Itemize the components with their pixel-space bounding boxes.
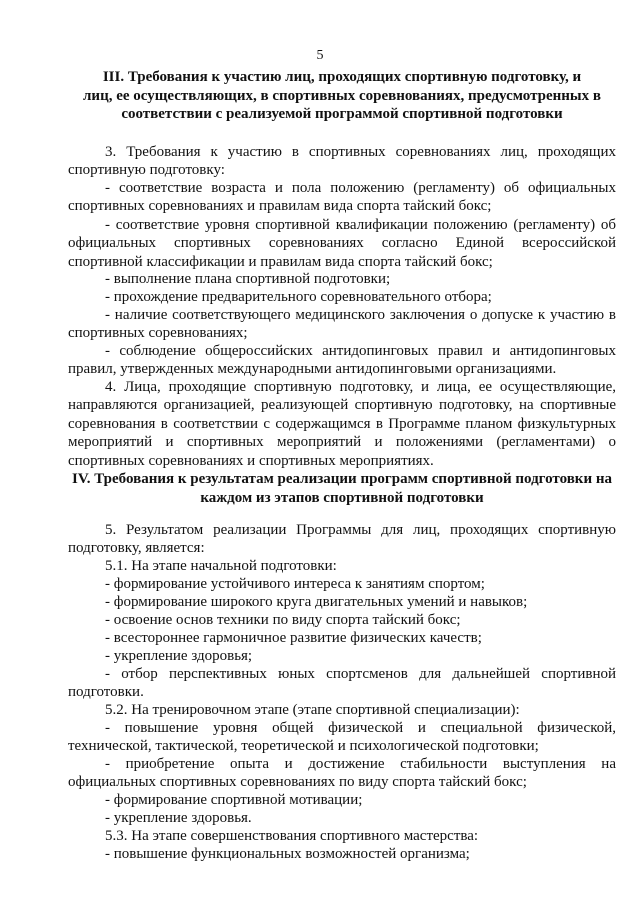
paragraph-4: 4. Лица, проходящие спортивную подготовку, и лица, ее осуществляющие, направляются организацией, реализующей спортивную подготовку, на спортивные соревнования в соответствии с содержащимся в Программе планом физкультурных мероприятий и спортивных мероприятий и положениями (регламентами) о спортивных соревнованиях и спортивных мероприятиях. bbox=[68, 379, 616, 469]
list-item: - укрепление здоровья. bbox=[105, 810, 252, 826]
list-item: - всестороннее гармоничное развитие физических качеств; bbox=[105, 630, 482, 646]
subheading-5-1: 5.1. На этапе начальной подготовки: bbox=[105, 558, 337, 574]
section-3-heading-line: III. Требования к участию лиц, проходящих спортивную подготовку, и bbox=[102, 69, 582, 85]
list-item: - отбор перспективных юных спортсменов для дальнейшей спортивной подготовки. bbox=[68, 666, 616, 701]
list-item: - соответствие возраста и пола положению (регламенту) об официальных спортивных соревнованиях и правилам вида спорта тайский бокс; bbox=[68, 180, 616, 215]
list-item: - приобретение опыта и достижение стабильности выступления на официальных спортивных соревнованиях по виду спорта тайский бокс; bbox=[68, 756, 616, 791]
section-3-heading bbox=[68, 68, 616, 124]
section-4-heading-line: каждом из этапов спортивной подготовки bbox=[200, 489, 484, 506]
list-item: - формирование устойчивого интереса к занятиям спортом; bbox=[105, 576, 485, 592]
list-item: - формирование спортивной мотивации; bbox=[105, 792, 363, 808]
list-item: - соответствие уровня спортивной квалификации положению (регламенту) об официальных спортивных соревнованиях согласно Единой всероссийской спортивной классификации и правилам вида спорта тайский бокс; bbox=[68, 217, 616, 270]
list-item: - повышение функциональных возможностей организма; bbox=[105, 846, 470, 862]
subheading-5-2: 5.2. На тренировочном этапе (этапе спортивной специализации): bbox=[105, 702, 520, 718]
list-item: - освоение основ техники по виду спорта тайский бокс; bbox=[105, 612, 461, 628]
list-item: - укрепление здоровья; bbox=[105, 648, 253, 664]
paragraph-5: 5. Результатом реализации Программы для лиц, проходящих спортивную подготовку, является: bbox=[68, 522, 616, 557]
section-4-heading bbox=[68, 470, 616, 507]
list-item: - прохождение предварительного соревновательного отбора; bbox=[105, 289, 492, 305]
list-item: - выполнение плана спортивной подготовки; bbox=[105, 271, 391, 287]
list-item: - повышение уровня общей физической и специальной физической, технической, тактической, теоретической и психологической подготовки; bbox=[68, 720, 616, 755]
section-3-heading-line: лиц, ее осуществляющих, в спортивных соревнованиях, предусмотренных в bbox=[83, 87, 601, 104]
list-item: - наличие соответствующего медицинского заключения о допуске к участию в спортивных соревнованиях; bbox=[68, 307, 616, 342]
page-number: 5 bbox=[316, 48, 324, 63]
list-item: - формирование широкого круга двигательных умений и навыков; bbox=[105, 594, 528, 610]
paragraph-3: 3. Требования к участию в спортивных соревнованиях лиц, проходящих спортивную подготовку: bbox=[68, 144, 616, 179]
section-3-heading-line: соответствии с реализуемой программой спортивной подготовки bbox=[121, 106, 563, 123]
subheading-5-3: 5.3. На этапе совершенствования спортивного мастерства: bbox=[105, 828, 479, 844]
list-item: - соблюдение общероссийских антидопинговых правил и антидопинговых правил, утвержденных международными антидопинговыми организациями. bbox=[68, 343, 616, 378]
section-4-heading-line: IV. Требования к результатам реализации программ спортивной подготовки на bbox=[72, 471, 612, 487]
